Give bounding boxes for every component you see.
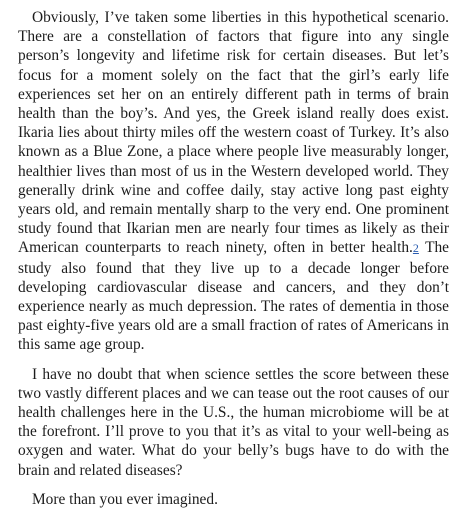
body-paragraph: More than you ever imagined. bbox=[32, 490, 218, 508]
body-paragraph: I have no doubt that when science settles the score between these two vastly different places and we can tease out the root causes of our health challenges here in the U.S., the human microbiome will be at the forefront. I’ll prove to you that it’s as vital to your well-being as oxygen and water. What do your belly’s bugs have to do with the brain and related diseases? bbox=[18, 365, 449, 479]
paragraph-text: The study also found that they live up to a decade longer before developing cardiovascular disease and cancers, and they don’t experience nearly as much depression. The rates of dementia in those past eighty-five years old are a small fraction of rates of Americans in this same age group. bbox=[18, 239, 449, 354]
body-paragraph bbox=[18, 8, 449, 355]
paragraph-text: Obviously, I’ve taken some liberties in this hypothetical scenario. There are a constellation of factors that figure into any single person’s longevity and lifetime risk for certain diseases. But let’s focus for a moment solely on the fact that the girl’s early life experiences set her on an entirely different path in terms of brain health than the boy’s. And yes, the Greek island really does exist. Ikaria lies about thirty miles off the western coast of Turkey. It’s also known as a Blue Zone, a place where people live measurably longer, healthier lives than most of us in the Western developed world. They generally drink wine and coffee daily, stay active long past eighty years old, and remain mentally sharp to the very end. One prominent study found that Ikarian men are nearly four times as likely as their American counterparts to reach ninety, often in better health. bbox=[18, 9, 449, 257]
footnote-reference-link[interactable]: 2 bbox=[412, 241, 419, 256]
